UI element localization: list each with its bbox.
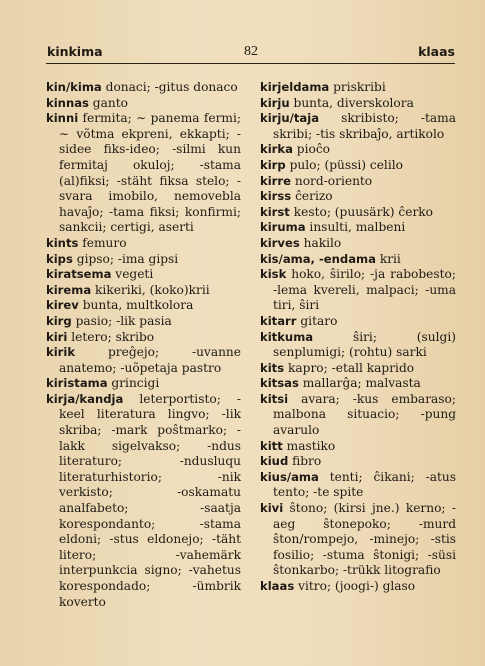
entry-headword: kirja/kandja bbox=[46, 391, 124, 406]
dictionary-entry bbox=[260, 96, 456, 112]
entry-definition: bunta, multkolora bbox=[78, 298, 194, 313]
dictionary-entry bbox=[46, 298, 241, 314]
entry-headword: kinni bbox=[46, 111, 79, 126]
entry-headword: kitkuma bbox=[260, 329, 314, 344]
entry-definition: preĝejo; -uvanne anatemo; -uõpetaja pastro bbox=[59, 345, 241, 375]
entry-definition: skribisto; -tama skribi; -tis skribaĵo, artikolo bbox=[273, 111, 456, 141]
dictionary-entry bbox=[260, 236, 456, 252]
entry-definition: ŝtono; (kirsi jne.) kerno; -aeg ŝtonepoko; -murd ŝton/rompejo, -minejo; -stis fosilio; -stuma ŝtonigi; -süsi ŝtonkarbo; -trükk litografio bbox=[273, 501, 456, 578]
entry-headword: kiristama bbox=[46, 376, 108, 391]
entry-definition: mastiko bbox=[282, 438, 336, 453]
entry-headword: kiruma bbox=[260, 220, 306, 235]
dictionary-entry bbox=[260, 158, 456, 174]
entry-headword: kis/ama, -endama bbox=[260, 251, 376, 266]
entry-definition: tenti; ĉikani; -atus tento; -te spite bbox=[273, 469, 456, 500]
entry-headword: kirik bbox=[46, 345, 76, 360]
header-rule bbox=[46, 63, 455, 64]
entry-definition: insulti, malbeni bbox=[305, 220, 406, 235]
entry-definition: kesto; (puusärk) ĉerko bbox=[289, 204, 434, 219]
dictionary-entry bbox=[260, 376, 456, 392]
entry-definition: hakilo bbox=[299, 235, 342, 250]
dictionary-entry bbox=[260, 174, 456, 190]
dictionary-entry bbox=[260, 111, 456, 142]
entry-definition: pasio; -lik pasia bbox=[71, 313, 172, 328]
entry-definition: grincigi bbox=[107, 376, 160, 391]
dictionary-entry bbox=[260, 142, 456, 158]
dictionary-entry bbox=[260, 439, 456, 455]
entry-headword: kitt bbox=[260, 438, 283, 453]
entry-headword: kirss bbox=[260, 189, 292, 204]
entry-headword: kits bbox=[260, 360, 285, 375]
entry-headword: kirev bbox=[46, 298, 79, 313]
dictionary-entry bbox=[260, 220, 456, 236]
entry-headword: kius/ama bbox=[260, 469, 319, 484]
entry-headword: kitsas bbox=[260, 376, 299, 391]
dictionary-entry bbox=[260, 454, 456, 470]
entry-headword: kin/kima bbox=[46, 80, 102, 94]
dictionary-entry bbox=[260, 579, 456, 595]
entry-headword: kitarr bbox=[260, 313, 297, 328]
entry-definition: vegeti bbox=[111, 267, 154, 282]
entry-definition: kapro; -etall kaprido bbox=[284, 360, 415, 375]
entry-definition: ganto bbox=[88, 95, 128, 110]
dictionary-entry bbox=[46, 283, 241, 299]
dictionary-entry bbox=[46, 376, 241, 392]
dictionary-entry bbox=[46, 267, 241, 283]
dictionary-entry bbox=[46, 80, 241, 96]
entry-definition: avara; -kus embaraso; malbona situacio; -pung avarulo bbox=[273, 391, 456, 438]
dictionary-entry bbox=[260, 392, 456, 439]
dictionary-entry bbox=[46, 96, 241, 112]
entry-headword: kips bbox=[46, 251, 73, 266]
entry-definition: letero; skribo bbox=[67, 329, 155, 344]
entry-definition: ĉerizo bbox=[291, 189, 333, 204]
dictionary-entry bbox=[260, 189, 456, 205]
page-header bbox=[47, 44, 455, 62]
entry-headword: kints bbox=[46, 235, 79, 250]
entry-headword: kitsi bbox=[260, 391, 289, 406]
dictionary-entry bbox=[46, 314, 241, 330]
dictionary-entry bbox=[260, 330, 456, 361]
entry-definition: fibro bbox=[288, 454, 322, 469]
entry-definition: kikeriki, (koko)krii bbox=[91, 282, 210, 297]
dictionary-entry bbox=[260, 205, 456, 221]
dictionary-entry bbox=[46, 252, 241, 268]
entry-definition: pioĉo bbox=[292, 142, 331, 157]
entry-definition: bunta, diverskolora bbox=[289, 95, 414, 110]
dictionary-entry bbox=[260, 80, 456, 96]
header-last-word: klaas bbox=[418, 44, 455, 59]
entry-definition: nord-oriento bbox=[290, 173, 373, 188]
entry-headword: kiri bbox=[46, 329, 68, 344]
entry-headword: kirju bbox=[260, 95, 290, 110]
entry-definition: krii bbox=[375, 251, 401, 266]
entry-definition: hoko, ŝirilo; -ja rabobesto; -lema kvereli, malpaci; -uma tiri, ŝiri bbox=[273, 267, 456, 313]
dictionary-entry bbox=[46, 111, 241, 236]
entry-headword: kirjeldama bbox=[260, 80, 330, 94]
entry-definition: mallarĝa; malvasta bbox=[298, 376, 421, 391]
page-number: 82 bbox=[244, 44, 258, 59]
entry-headword: kirp bbox=[260, 157, 286, 172]
right-column bbox=[260, 80, 456, 595]
entry-headword: kisk bbox=[260, 267, 287, 282]
entry-headword: kirju/taja bbox=[260, 111, 320, 126]
entry-headword: kirre bbox=[260, 173, 291, 188]
entry-definition: pulo; (püssi) celilo bbox=[285, 157, 403, 172]
entry-definition: ŝiri; (sulgi) senplumigi; (rohtu) sarki bbox=[273, 329, 456, 360]
dictionary-entry bbox=[260, 267, 456, 314]
entry-headword: kirves bbox=[260, 235, 300, 250]
entry-headword: klaas bbox=[260, 579, 295, 593]
entry-headword: kivi bbox=[260, 501, 284, 516]
dictionary-entry bbox=[260, 314, 456, 330]
entry-headword: kirst bbox=[260, 204, 290, 219]
entry-definition: fermita; ∼ panema fermi; ∼ võtma ekpreni, ekkapti; -sidee fiks-ideo; -silmi kun fermitaj okuloj; -stama (al)fiksi; -stäht fiksa stelo; -svara imobilo, nemovebla havaĵo; -tama fiksi; konfirmi; sankcii; certigi, aserti bbox=[59, 111, 241, 235]
left-column bbox=[46, 80, 241, 610]
dictionary-entry bbox=[46, 345, 241, 376]
dictionary-entry bbox=[260, 361, 456, 377]
entry-headword: kiud bbox=[260, 454, 289, 469]
entry-definition: gitaro bbox=[296, 313, 338, 328]
dictionary-entry bbox=[46, 236, 241, 252]
dictionary-entry bbox=[46, 330, 241, 346]
entry-definition: vitro; (joogi-) glaso bbox=[294, 579, 416, 593]
entry-definition: femuro bbox=[78, 235, 127, 250]
entry-definition: priskribi bbox=[329, 80, 386, 94]
header-first-word: kinkima bbox=[47, 44, 103, 59]
entry-headword: kiratsema bbox=[46, 267, 112, 282]
entry-headword: kinnas bbox=[46, 95, 89, 110]
entry-headword: kirema bbox=[46, 282, 92, 297]
entry-definition: gipso; -ima gipsi bbox=[72, 251, 179, 266]
entry-headword: kirg bbox=[46, 313, 72, 328]
entry-definition: leterportisto; -keel literatura lingvo; -lik skriba; -mark poŝtmarko; -lakk sigelvakso; -ndus literaturo; -ndusluqu literaturhistorio; -nik verkisto; -oskamatu analfabeto; -saatja korespondanto; -stama eldoni; -stus eldonejo; -täht litero; -vahemärk interpunkcia signo; -vahetus korespondado; -ümbrik koverto bbox=[59, 391, 241, 609]
dictionary-entry bbox=[260, 470, 456, 501]
entry-definition: donaci; -gitus donaco bbox=[101, 80, 238, 94]
dictionary-entry bbox=[260, 501, 456, 579]
dictionary-entry bbox=[46, 392, 241, 610]
dictionary-entry bbox=[260, 252, 456, 268]
entry-headword: kirka bbox=[260, 142, 293, 157]
